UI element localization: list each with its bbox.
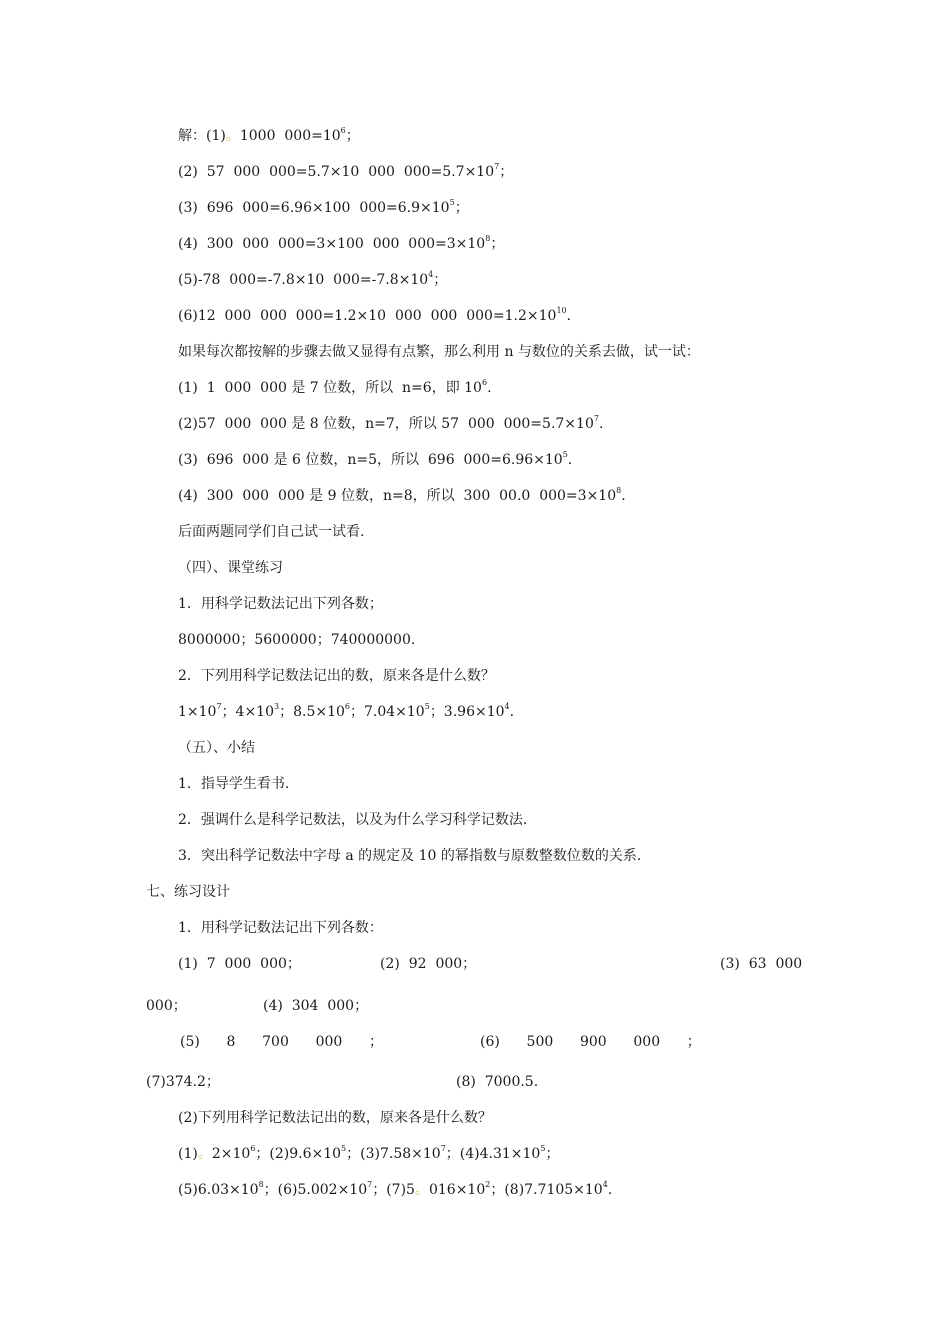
text-run: (3) 696 000 是 6 位数，n=5，所以 696 000=6.96×10: [178, 452, 563, 468]
text-run: (2)57 000 000 是 8 位数，n=7，所以 57 000 000=5.7×10: [178, 416, 594, 432]
text-run: (3) 696 000=6.96×100 000=6.9×10: [178, 200, 450, 216]
exponent: 10: [556, 306, 567, 315]
exercise-item-2: [178, 1108, 492, 1128]
exponent: 6: [340, 126, 346, 135]
text-run: （四）、课堂练习: [178, 560, 283, 576]
text-run: .: [487, 380, 492, 396]
text-run: (6) 500 900 000 ；: [480, 1034, 701, 1050]
exercise-1-part-8: [456, 1072, 538, 1092]
exponent: 6: [344, 702, 350, 711]
exponent: 7: [216, 702, 222, 711]
text-run: 016×10: [428, 1182, 486, 1198]
exercise-1-part-6: [480, 1032, 701, 1052]
exercise-1-part-5: [180, 1032, 383, 1052]
exponent: 7: [367, 1180, 373, 1189]
text-run: ；3.96×10: [429, 704, 505, 720]
text-run: ；: [499, 164, 514, 180]
practice-item-2: [178, 666, 495, 686]
summary-item-2: [178, 810, 527, 830]
exponent: 4: [602, 1180, 608, 1189]
text-run: ；(4)4.31×10: [445, 1146, 541, 1162]
exercise-1-part-2: [380, 954, 476, 974]
exponent: 8: [258, 1180, 264, 1189]
text-run: (5)-78 000=-7.8×10 000=-7.8×10: [178, 272, 429, 288]
exponent: 6: [250, 1144, 256, 1153]
exercise-item-1: [178, 918, 383, 938]
text-run: (8) 7000.5.: [456, 1074, 539, 1090]
text-run: （五）、小结: [178, 740, 255, 756]
text-run: 000；: [146, 998, 187, 1014]
text-run: (4) 300 000 000 是 9 位数，n=8，所以 300 00.0 000=3×10: [178, 488, 617, 504]
text-run: (2) 92 000；: [380, 956, 477, 972]
exercise-1-part-3-cont: [146, 996, 187, 1016]
practice-item-1: [178, 594, 383, 614]
stray-dot: 。: [414, 1182, 429, 1198]
text-run: ；(2)9.6×10: [255, 1146, 342, 1162]
stray-dot: 。: [225, 128, 240, 144]
text-run: ；: [490, 236, 505, 252]
text-run: (7)374.2；: [146, 1074, 220, 1090]
text-run: (1): [178, 1146, 198, 1162]
exponent: 7: [593, 414, 599, 423]
text-run: (1) 1 000 000 是 7 位数，所以 n=6，即 10: [178, 380, 482, 396]
text-run: 七、练习设计: [146, 884, 230, 900]
text-run: .: [567, 452, 573, 468]
text-run: (6)12 000 000 000=1.2×10 000 000 000=1.2×10: [178, 308, 557, 324]
stray-dot: 。: [197, 1146, 212, 1162]
text-run: ；(3)7.58×10: [346, 1146, 441, 1162]
text-run: 2．下列用科学记数法记出的数，原来各是什么数？: [178, 668, 495, 684]
solution-line-3: [178, 198, 469, 218]
text-run: 1．指导学生看书.: [178, 776, 290, 792]
method-line-4: [178, 486, 626, 506]
exponent: 5: [424, 702, 430, 711]
text-run: ；: [433, 272, 448, 288]
text-run: .: [509, 704, 515, 720]
text-run: ；: [454, 200, 469, 216]
text-run: 1000 000=10: [239, 128, 341, 144]
text-run: 8000000；5600000；740000000.: [178, 632, 416, 648]
exponent: 5: [562, 450, 568, 459]
exercise-1-part-3: [720, 954, 802, 974]
method-line-1: [178, 378, 492, 398]
solution-line-1: [178, 126, 360, 146]
text-run: 1．用科学记数法记出下列各数：: [178, 920, 383, 936]
text-run: ；(8)7.7105×10: [490, 1182, 603, 1198]
text-run: 3．突出科学记数法中字母 a 的规定及 10 的幂指数与原数整数位数的关系.: [178, 848, 642, 864]
text-run: ；(7)5: [372, 1182, 415, 1198]
summary-item-3: [178, 846, 641, 866]
text-run: 解：(1): [178, 128, 226, 144]
text-run: 2．强调什么是科学记数法，以及为什么学习科学记数法.: [178, 812, 528, 828]
text-run: 2×10: [211, 1146, 251, 1162]
text-run: (3) 63 000: [720, 956, 803, 972]
exponent: 4: [504, 702, 510, 711]
solution-line-4: [178, 234, 504, 254]
exponent: 7: [440, 1144, 446, 1153]
exercise-1-part-7: [146, 1072, 220, 1092]
text-run: ；: [545, 1146, 560, 1162]
method-line-3: [178, 450, 572, 470]
text-run: .: [607, 1182, 613, 1198]
text-run: (5) 8 700 000 ；: [180, 1034, 383, 1050]
exponent: 6: [481, 378, 488, 387]
text-run: 1．用科学记数法记出下列各数；: [178, 596, 383, 612]
exponent: 5: [341, 1144, 347, 1153]
solution-line-2: [178, 162, 513, 182]
summary-item-1: [178, 774, 289, 794]
section-heading-practice: [178, 558, 283, 578]
text-run: 如果每次都按解的步骤去做又显得有点繁，那么利用 n 与数位的关系去做，试一试：: [178, 344, 700, 360]
exponent: 2: [485, 1180, 491, 1189]
exercise-1-part-1: [178, 954, 301, 974]
text-run: ；4×10: [221, 704, 274, 720]
exponent: 8: [485, 234, 491, 243]
text-run: .: [621, 488, 626, 504]
solution-line-6: [178, 306, 571, 326]
text-run: (4) 304 000；: [263, 998, 369, 1014]
text-run: (1) 7 000 000；: [178, 956, 301, 972]
try-yourself-note: [178, 522, 364, 542]
section-heading-exercise: [146, 882, 230, 902]
exponent: 8: [616, 486, 622, 495]
method-paragraph: [178, 342, 700, 362]
exponent: 3: [274, 702, 280, 711]
exponent: 5: [540, 1144, 546, 1153]
text-run: (5)6.03×10: [178, 1182, 259, 1198]
exponent: 5: [449, 198, 455, 207]
text-run: ；(6)5.002×10: [263, 1182, 368, 1198]
text-run: (2)下列用科学记数法记出的数，原来各是什么数？: [178, 1110, 492, 1126]
exponent: 7: [494, 162, 500, 171]
exponent: 4: [428, 270, 434, 279]
text-run: .: [566, 308, 572, 324]
section-heading-summary: [178, 738, 255, 758]
text-run: 1×10: [178, 704, 217, 720]
text-run: ；: [345, 128, 360, 144]
text-run: .: [598, 416, 604, 432]
text-run: (4) 300 000 000=3×100 000 000=3×10: [178, 236, 486, 252]
text-run: (2) 57 000 000=5.7×10 000 000=5.7×10: [178, 164, 495, 180]
exercise-1-part-4: [263, 996, 368, 1016]
exercise-2-numbers-1: [178, 1144, 559, 1164]
method-line-2: [178, 414, 603, 434]
text-run: 后面两题同学们自己试一试看.: [178, 524, 365, 540]
exercise-2-numbers-2: [178, 1180, 612, 1200]
text-run: ；8.5×10: [279, 704, 345, 720]
practice-item-2-numbers: [178, 702, 514, 722]
text-run: ；7.04×10: [350, 704, 425, 720]
practice-item-1-numbers: [178, 630, 415, 650]
solution-line-5: [178, 270, 447, 290]
